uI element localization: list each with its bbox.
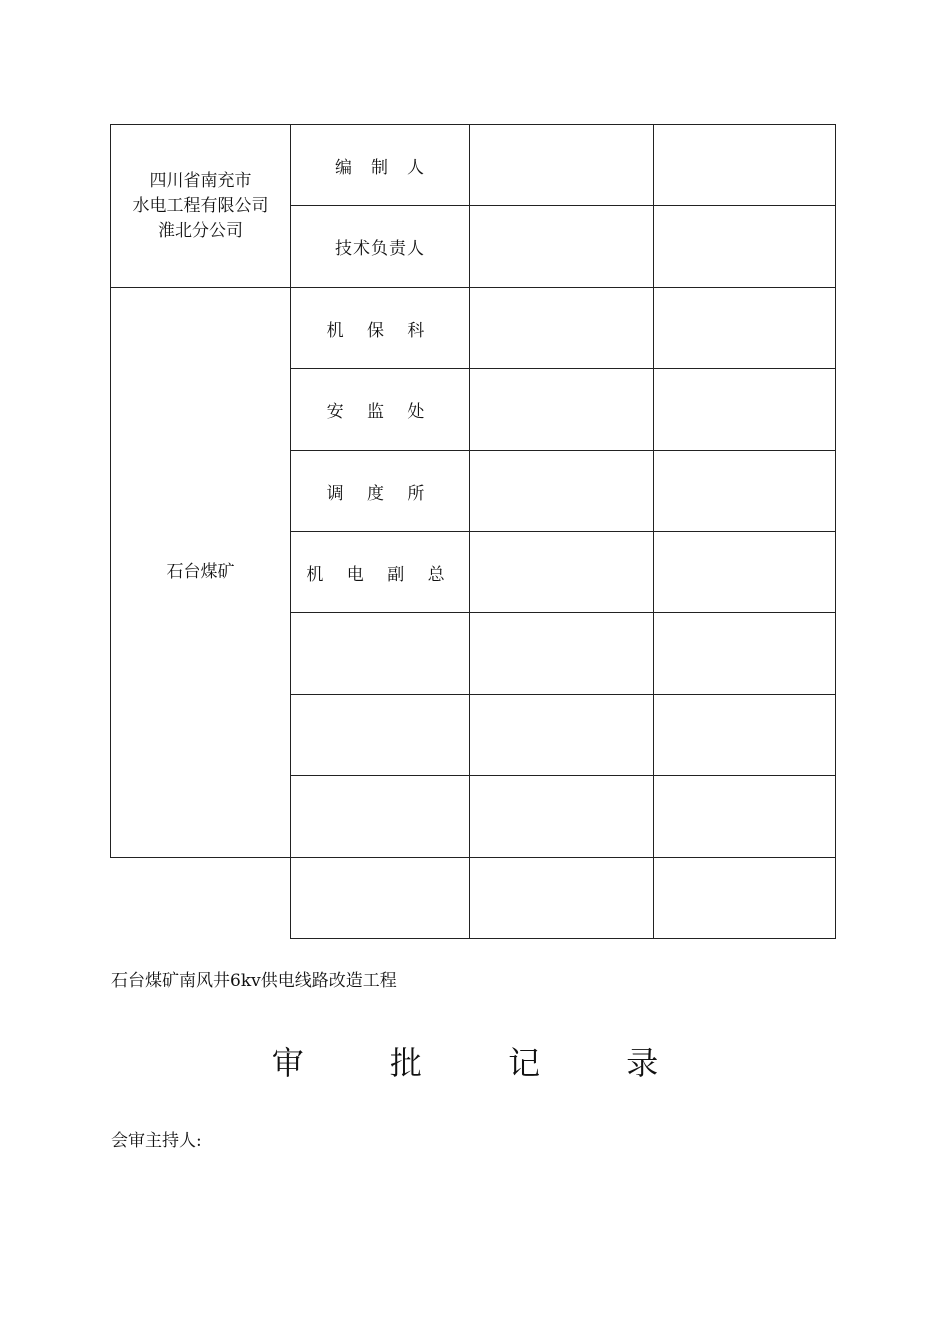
- host-label: 会审主持人:: [111, 1131, 202, 1151]
- role-cell-deputy-chief: [291, 532, 469, 612]
- contractor-org-line: 四川省南充市: [149, 170, 252, 191]
- role-cell-safety-supervision: [291, 369, 469, 450]
- table-border-right: [835, 124, 836, 939]
- table-border-bottom: [290, 938, 836, 939]
- contractor-org-line: 水电工程有限公司: [132, 195, 269, 216]
- role-cell-technical-lead: [291, 206, 469, 287]
- role-cell-empty: [291, 776, 469, 857]
- role-label: 编 制 人: [335, 157, 425, 178]
- role-cell-empty: [291, 858, 469, 938]
- role-label: 机 电 副 总: [306, 564, 454, 585]
- role-label: 安 监 处: [326, 402, 434, 422]
- row-divider: [110, 857, 836, 858]
- mine-org-label: 石台煤矿: [166, 562, 235, 582]
- column-divider: [653, 124, 654, 939]
- role-cell-machine-safety: [291, 288, 469, 368]
- role-label: 技术负责人: [335, 239, 425, 259]
- role-label: 调 度 所: [326, 483, 434, 504]
- column-divider: [469, 124, 470, 939]
- mine-org-cell: [111, 288, 290, 857]
- record-title: 审 批 记 录: [271, 1044, 697, 1082]
- role-label: 机 保 科: [326, 320, 434, 341]
- role-cell-empty: [291, 695, 469, 775]
- role-cell-empty: [291, 613, 469, 694]
- role-cell-dispatch: [291, 451, 469, 531]
- role-cell-compiler: [291, 125, 469, 205]
- project-name: 石台煤矿南风井6kv供电线路改造工程: [111, 971, 397, 991]
- contractor-org-cell: [111, 125, 290, 287]
- contractor-org-line: 淮北分公司: [158, 220, 243, 241]
